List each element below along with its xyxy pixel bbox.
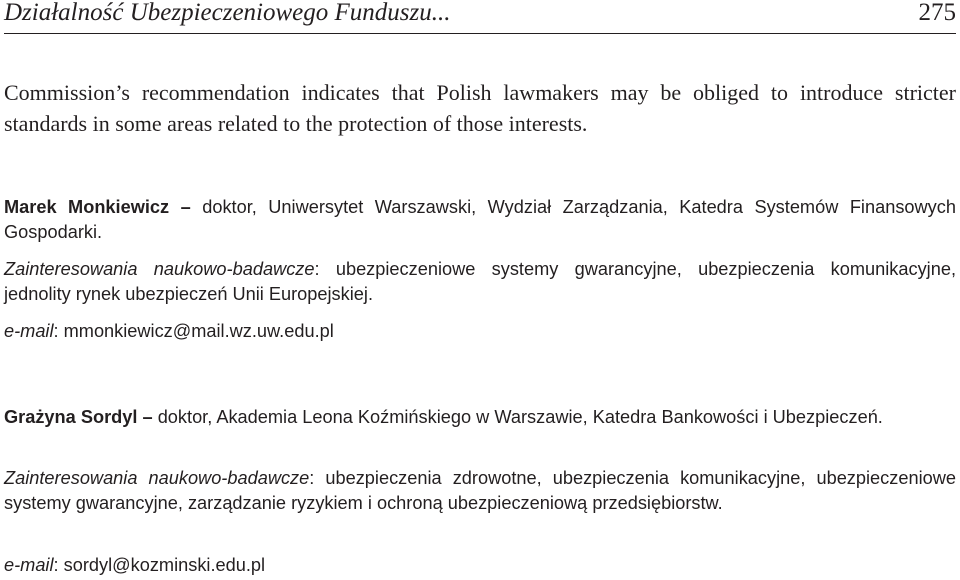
page-number: 275 — [918, 0, 956, 26]
running-header — [4, 0, 956, 34]
author-bio-sordyl — [4, 405, 956, 430]
interests-text: : ubezpieczeniowe systemy gwarancyjne, ubezpieczenia komunikacyjne, jednolity rynek ubezpieczeń Unii Europejskiej. — [4, 259, 956, 304]
author-affiliation: doktor, Akademia Leona Koźmińskiego w Warszawie, Katedra Bankowości i Ubezpieczeń. — [157, 407, 883, 427]
interests-label: Zainteresowania naukowo-badawcze — [4, 259, 315, 279]
author-interests-monkiewicz — [4, 257, 956, 307]
email-label: e-mail — [4, 321, 54, 341]
name-dash: – — [180, 197, 191, 217]
email-address: : mmonkiewicz@mail.wz.uw.edu.pl — [53, 321, 334, 341]
author-email-sordyl — [4, 553, 956, 578]
running-title: Działalność Ubezpieczeniowego Funduszu... — [4, 0, 451, 26]
author-name: Marek Monkiewicz — [4, 197, 170, 217]
author-email-monkiewicz — [4, 319, 956, 344]
interests-text: : ubezpieczenia zdrowotne, ubezpieczenia komunikacyjne, ubezpieczeniowe systemy gwarancyjne, zarządzanie ryzykiem i ochroną ubezpieczeniową przedsiębiorstw. — [4, 468, 956, 513]
page — [4, 0, 956, 580]
email-address: : sordyl@kozminski.edu.pl — [53, 555, 266, 575]
name-dash: – — [142, 407, 153, 427]
interests-label: Zainteresowania naukowo-badawcze — [4, 468, 310, 488]
intro-paragraph: Commission’s recommendation indicates that Polish lawmakers may be obliged to introduce stricter standards in some areas related to the protection of those interests. — [4, 80, 956, 136]
author-affiliation: doktor, Uniwersytet Warszawski, Wydział Zarządzania, Katedra Systemów Finansowych Gospodarki. — [4, 197, 956, 242]
author-name: Grażyna Sordyl — [4, 407, 138, 427]
author-interests-sordyl — [4, 466, 956, 516]
email-label: e-mail — [4, 555, 54, 575]
author-bio-monkiewicz — [4, 195, 956, 245]
